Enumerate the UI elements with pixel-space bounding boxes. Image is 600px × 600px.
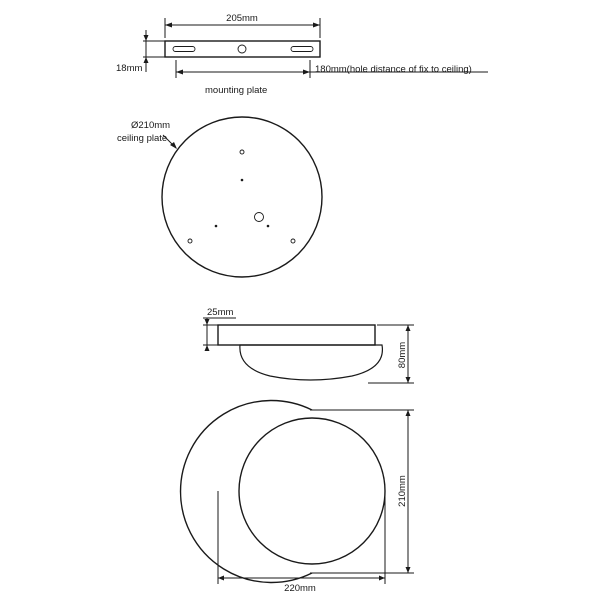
- plate-center-hole: [238, 45, 246, 53]
- arrow-height-down: [406, 377, 411, 383]
- ceiling-dot-right: [267, 225, 270, 228]
- arrow-left: [165, 23, 172, 28]
- arrow-left-2: [176, 70, 183, 75]
- arrow-base-up: [205, 345, 210, 351]
- ceiling-dot-upper: [241, 179, 244, 182]
- arrow-horiz-right: [379, 576, 385, 581]
- front-view: [181, 401, 414, 595]
- ceiling-dot-left: [215, 225, 218, 228]
- mounting-plate-view: [116, 13, 488, 96]
- base-height-label: 25mm: [207, 307, 234, 318]
- ceiling-hole-center: [255, 213, 264, 222]
- outer-base-arc: [181, 401, 312, 583]
- arrow-vert-up: [406, 410, 411, 416]
- hole-distance-label: 180mm(hole distance of fix to ceiling): [315, 64, 472, 75]
- plate-slot-left: [173, 47, 195, 52]
- plate-slot-right: [291, 47, 313, 52]
- arrow-base-down: [205, 319, 210, 325]
- lamp-width-label: 220mm: [284, 583, 316, 594]
- arrow-right: [313, 23, 320, 28]
- arrow-height-up: [406, 325, 411, 331]
- plate-width-label: 205mm: [226, 13, 258, 24]
- total-height-label: 80mm: [397, 341, 408, 369]
- ceiling-plate-label: ceiling plate: [117, 133, 168, 144]
- arrow-down: [144, 35, 149, 41]
- ceiling-hole-top: [240, 150, 244, 154]
- diffuser-dome: [240, 345, 383, 380]
- ceiling-hole-right: [291, 239, 295, 243]
- arrow-up: [144, 57, 149, 63]
- arrow-vert-down: [406, 567, 411, 573]
- side-view: [203, 307, 414, 383]
- inner-diffuser-circle: [239, 418, 385, 564]
- ceiling-plate-circle: [162, 117, 322, 277]
- arrow-right-2: [303, 70, 310, 75]
- arrow-horiz-left: [218, 576, 224, 581]
- base-rect: [218, 325, 375, 345]
- mounting-plate-label: mounting plate: [205, 85, 268, 96]
- plate-height-label: 18mm: [116, 63, 143, 74]
- ceiling-hole-left: [188, 239, 192, 243]
- ceiling-diameter-label: Ø210mm: [131, 120, 171, 131]
- lamp-diameter-label: 210mm: [397, 475, 408, 507]
- ceiling-plate-view: [117, 117, 322, 277]
